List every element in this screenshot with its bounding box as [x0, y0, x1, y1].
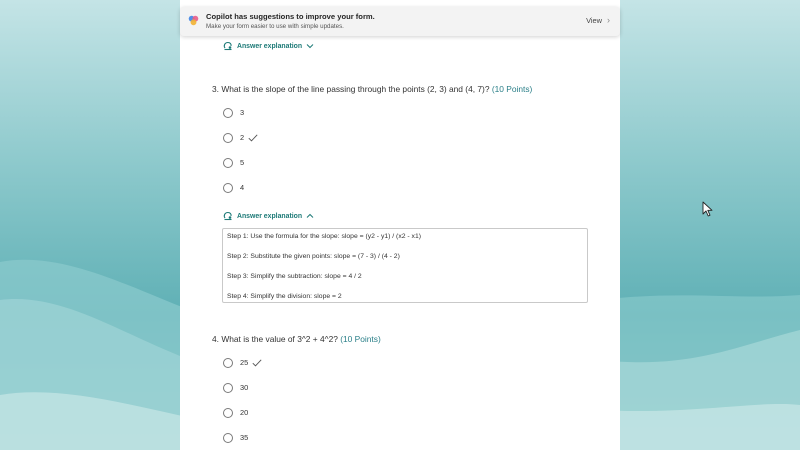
answer-explanation-toggle-q3[interactable]	[223, 211, 314, 221]
option-label: 2	[240, 133, 245, 142]
option-q4-4[interactable]	[223, 432, 248, 443]
question-number: 3.	[212, 84, 219, 94]
question-text: What is the slope of the line passing through the points (2, 3) and (4, 7)?	[221, 84, 490, 94]
answer-explanation-box	[222, 228, 588, 303]
mouse-cursor-icon	[702, 201, 713, 217]
option-q3-3[interactable]	[223, 157, 244, 168]
option-q4-2[interactable]	[223, 382, 248, 393]
view-label: View	[586, 16, 602, 25]
radio-button[interactable]	[223, 133, 233, 143]
option-label: 3	[240, 108, 245, 117]
checkmark-icon	[248, 134, 258, 142]
option-label: 20	[240, 408, 249, 417]
option-q3-2[interactable]	[223, 132, 258, 143]
radio-button[interactable]	[223, 158, 233, 168]
chevron-down-icon	[306, 43, 314, 49]
lightbulb-icon	[223, 41, 233, 51]
question-3-title	[212, 84, 532, 94]
question-4-title	[212, 334, 381, 344]
explanation-step-4: Step 4: Simplify the division: slope = 2	[227, 293, 342, 300]
view-suggestions-button[interactable]	[586, 16, 610, 25]
radio-button[interactable]	[223, 108, 233, 118]
form-card	[180, 0, 620, 450]
answer-explanation-label: Answer explanation	[237, 212, 303, 220]
option-label: 4	[240, 183, 245, 192]
radio-button[interactable]	[223, 433, 233, 443]
copilot-suggestion-banner[interactable]	[180, 7, 620, 36]
explanation-step-2: Step 2: Substitute the given points: slope = (7 - 3) / (4 - 2)	[227, 253, 400, 260]
option-q4-3[interactable]	[223, 407, 248, 418]
option-label: 5	[240, 158, 245, 167]
option-q4-1[interactable]	[223, 357, 262, 368]
chevron-up-icon	[306, 213, 314, 219]
question-points: (10 Points)	[340, 334, 381, 344]
question-text: What is the value of 3^2 + 4^2?	[221, 334, 338, 344]
radio-button[interactable]	[223, 183, 233, 193]
option-label: 30	[240, 383, 249, 392]
radio-button[interactable]	[223, 358, 233, 368]
radio-button[interactable]	[223, 383, 233, 393]
lightbulb-icon	[223, 211, 233, 221]
question-number: 4.	[212, 334, 219, 344]
explanation-step-1: Step 1: Use the formula for the slope: slope = (y2 - y1) / (x2 - x1)	[227, 233, 421, 240]
banner-subtitle: Make your form easier to use with simple updates.	[206, 23, 344, 30]
option-q3-1[interactable]	[223, 107, 244, 118]
banner-title: Copilot has suggestions to improve your form.	[206, 12, 375, 21]
checkmark-icon	[252, 359, 262, 367]
explanation-step-3: Step 3: Simplify the subtraction: slope = 4 / 2	[227, 273, 362, 280]
option-label: 25	[240, 358, 249, 367]
answer-explanation-toggle-q2[interactable]	[223, 41, 314, 51]
question-points: (10 Points)	[491, 84, 533, 94]
radio-button[interactable]	[223, 408, 233, 418]
option-q3-4[interactable]	[223, 182, 244, 193]
answer-explanation-label: Answer explanation	[237, 42, 303, 50]
chevron-right-icon: ›	[607, 15, 610, 25]
copilot-icon	[188, 15, 199, 26]
option-label: 35	[240, 433, 249, 442]
